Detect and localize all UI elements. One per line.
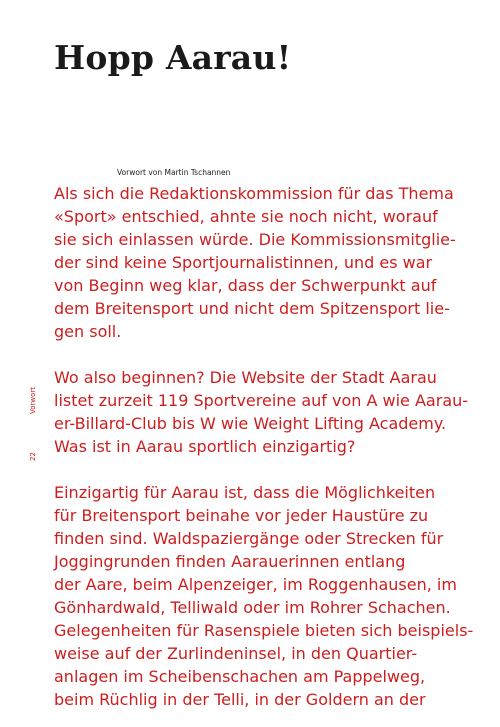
paragraph-line: «Sport» entschied, ahnte sie noch nicht, worauf [54, 207, 438, 226]
body-text [54, 182, 474, 727]
paragraph-line: sie sich einlassen würde. Die Kommissionsmitglie- [54, 230, 456, 249]
paragraph-line: Wo also beginnen? Die Website der Stadt Aarau [54, 368, 437, 387]
page-number-text: 22 [29, 452, 37, 461]
paragraph-line: Joggingrunden finden Aarauerinnen entlang [54, 552, 406, 571]
paragraph-line: Als sich die Redaktionskommission für das Thema [54, 184, 454, 203]
paragraph-line: er-Billard-Club bis W wie Weight Lifting Academy. [54, 414, 447, 433]
paragraph-line: der Aare, beim Alpenzeiger, im Roggenhausen, im [54, 575, 457, 594]
paragraph-line: Gelegenheiten für Rasenspiele bieten sich beispiels- [54, 621, 474, 640]
author-byline: Vorwort von Martin Tschannen [117, 168, 231, 177]
paragraph-line: gen soll. [54, 322, 122, 341]
paragraph-line: dem Breitensport und nicht dem Spitzensport lie- [54, 299, 450, 318]
paragraph-line: weise auf der Zurlindeninsel, in den Quartier- [54, 644, 418, 663]
paragraph-line: von Beginn weg klar, dass der Schwerpunkt auf [54, 276, 437, 295]
paragraph-line: Einzigartig für Aarau ist, dass die Möglichkeiten [54, 483, 436, 502]
paragraph-3 [54, 481, 474, 711]
paragraph-1 [54, 182, 474, 343]
section-label-text: Vorwort [29, 386, 37, 414]
paragraph-line: Was ist in Aarau sportlich einzigartig? [54, 437, 356, 456]
paragraph-2 [54, 366, 474, 458]
paragraph-line: der sind keine Sportjournalistinnen, und es war [54, 253, 433, 272]
paragraph-line: beim Rüchlig in der Telli, in der Goldern an der [54, 690, 426, 709]
paragraph-line: für Breitensport beinahe vor jeder Haustüre zu [54, 506, 429, 525]
paragraph-line: finden sind. Waldspaziergänge oder Strecken für [54, 529, 444, 548]
paragraph-line: anlagen im Scheibenschachen am Pappelweg, [54, 667, 426, 686]
paragraph-line: Gönhardwald, Telliwald oder im Rohrer Schachen. [54, 598, 451, 617]
paragraph-line: listet zurzeit 119 Sportvereine auf von A wie Aarau- [54, 391, 469, 410]
page-title: Hopp Aarau! [54, 38, 292, 77]
